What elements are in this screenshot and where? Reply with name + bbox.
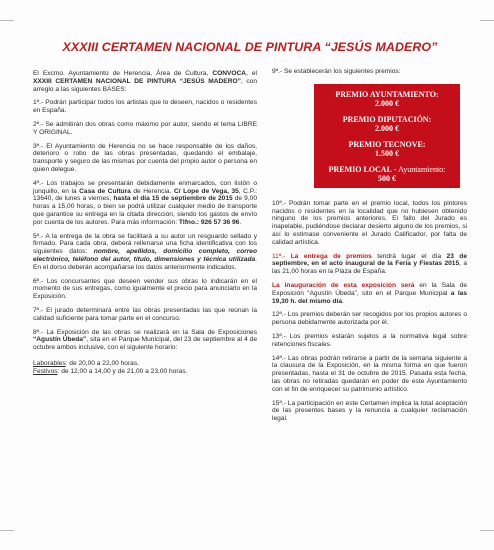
base-1: 1ª.- Podrán participar todos los artistas que lo deseen, nacidos o residentes en España. [33, 99, 257, 115]
prize-item: PREMIO TECNOVE: 1.500 € [348, 139, 426, 158]
base-13: 13ª.- Los premios estarán sujetos a la normativa legal sobre retenciones fiscales. [272, 332, 467, 348]
base-4: 4ª.- Los trabajos se presentarán debidamente enmarcados, con listón o junquillo, en la Casa de Cultura de Herencia. C/ Lope de Vega, 35, C.P.: 13640, de lunes a viernes, hasta el día 15 de septiembre de 2015 de 9,00 horas a 15,00 horas, o bien se podrá utilizar cualquier medio de transporte que garantice su entrega en la citada dirección, siendo los gastos de envío por cuenta de los autores. Para más información: Tlfno.: 926 57 36 96. [33, 179, 257, 226]
base-10: 10ª.- Podrán tomar parte en el premio local, todos los pintores nacidos o residentes en la localidad que no hubiesen obtenido ninguno de los premios anteriores. El fallo del Jurado es inapelable, pudiéndose declarar desierto alguno de los premios, si así lo estimase conveniente el Jurado Calificador, por falta de calidad artística. [272, 199, 467, 246]
base-2: 2ª.- Se admitirán dos obras como máximo por autor, siendo el tema LIBRE Y ORIGINAL. [33, 120, 257, 136]
base-8: 8ª.- La Exposición de las obras se realizará en la Sala de Exposiciones “Agustín Úbeda”, sita en el Parque Municipal, del 23 de septiembre al 4 de octubre ambos inclusive, con el siguiente horario: [33, 328, 257, 352]
base-3: 3ª.- El Ayuntamiento de Herencia no se hace responsable de los daños, deterioro o robo de las obras presentadas, quedando el embalaje, transporte y seguro de las mismas por cuenta del propio autor o persona en quien delegue. [33, 142, 257, 173]
fold-mark [480, 530, 494, 531]
base-5: 5ª.- A la entrega de la obra se facilitará a su autor un resguardo sellado y firmado. Para cada obra, deberá rellenarse una ficha identificativa con los siguientes datos: nombre, apellidos, domicilio completo, correo electrónico, teléfono del autor, título, dimensiones y técnica utilizada. En el dorso deberán acompañarse los datos anteriormente indicados. [33, 232, 257, 271]
inauguration-note: La inauguración de esta exposición será en la Sala de Exposición “Agustín Úbeda”, sito en el Parque Municipal a las 19,30 h. del mismo día. [272, 281, 468, 305]
prize-item: PREMIO LOCAL - Ayuntamiento: 500 € [328, 164, 446, 183]
fold-mark [0, 20, 14, 21]
prize-box [314, 84, 460, 188]
fold-mark [0, 530, 14, 531]
prize-item: PREMIO DIPUTACIÓN: 2.000 € [342, 114, 432, 133]
base-7: 7ª.- El jurado determinará entre las obras presentadas las que reúnan la calidad suficiente para tomar parte en el concurso. [33, 306, 257, 322]
intro-paragraph: El Excmo. Ayuntamiento de Herencia, Área de Cultura, CONVOCA, el XXXIII CERTAMEN NACIONAL DE PINTURA “JESÚS MADERO”, con arreglo a las siguientes BASES: [33, 70, 258, 93]
base-12: 12ª.- Los premios deberán ser recogidos por los propios autores o persona debidamente autorizada por él. [272, 311, 467, 327]
page-title: XXXIII CERTAMEN NACIONAL DE PINTURA “JESÚS MADERO” [62, 40, 438, 54]
left-column [33, 70, 257, 382]
hours: Laborables: de 20,00 a 22,00 horas. Festivos: de 12,00 a 14,00 y de 21,00 a 23,00 horas. [33, 359, 188, 375]
base-14: 14ª.- Las obras podrán retirarse a partir de la semana siguiente a la clausura de la Exposición, en la misma forma en que fueron presentadas, hasta el 31 de octubre de 2015. Pasada esta fecha, las obras no retiradas quedarán en poder de este Ayuntamiento con el fin de enriquecer su patrimonio artístico. [272, 354, 467, 393]
base-6: 6ª.- Los concursantes que deseen vender sus obras lo indicarán en el momento de sus entregas, como igualmente el precio para anunciarlo en la Exposición. [33, 277, 257, 301]
fold-mark [480, 20, 494, 21]
right-column [272, 68, 467, 429]
base-9: 9ª.- Se establecerán los siguientes premios: [272, 68, 401, 75]
prize-item: PREMIO AYUNTAMIENTO: 2.000 € [335, 89, 439, 108]
base-15: 15ª.- La participación en este Certamen implica la total aceptación de las presentes bases y la renuncia a cualquier reclamación legal. [272, 399, 467, 423]
base-11: 11ª.- La entrega de premios tendrá lugar el día 23 de septiembre, en el acto inaugural de la Feria y Fiestas 2015, a las 21,00 horas en la Plaza de España. [272, 252, 467, 276]
